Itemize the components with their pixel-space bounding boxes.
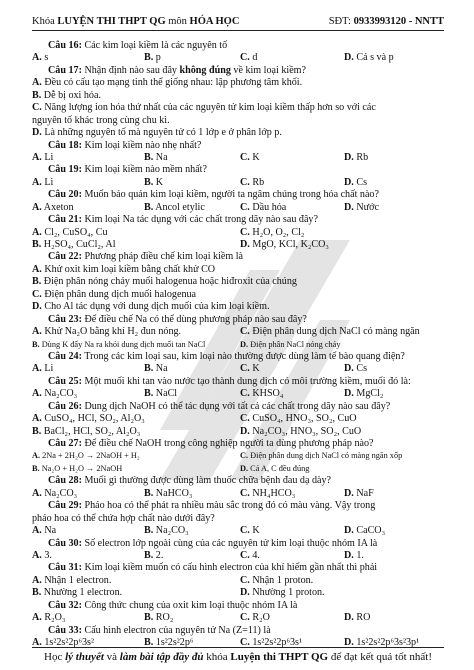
text-line [32, 488, 446, 500]
question-text: Một muối khi tan vào nước tạo thành dung dịch có môi trường kiềm, muối đó là: [84, 375, 411, 387]
option-letter: B. [144, 176, 154, 188]
question-number: Câu 17: [48, 64, 82, 76]
option-text: R₂O₃ [44, 612, 66, 624]
answer-option[interactable] [344, 550, 364, 562]
option-letter: A. [32, 363, 42, 375]
option-letter: D. [240, 463, 249, 473]
option-letter: C. [240, 637, 250, 648]
option-text: Na₂O + H₂O → 2NaOH [41, 463, 123, 473]
question-text: Pháo hoa có thể phát ra nhiều màu sắc trong đó có màu vàng. Vậy trong [84, 500, 376, 512]
option-text: s [44, 52, 49, 64]
text-line [32, 239, 446, 251]
answer-option[interactable] [344, 152, 368, 164]
answer-option[interactable] [144, 202, 205, 214]
answer-option[interactable] [32, 450, 140, 462]
option-text: MgCl₂ [356, 388, 384, 400]
option-letter: D. [344, 549, 354, 561]
text-line [32, 177, 446, 189]
answer-option[interactable] [32, 587, 122, 599]
option-text: MgO, KCl, K₂CO₃ [252, 239, 329, 250]
question-number: Câu 24: [48, 350, 82, 362]
option-letter: C. [240, 52, 250, 64]
question-stem [32, 140, 446, 152]
answer-option-full[interactable] [32, 90, 446, 102]
question-number: Câu 16: [48, 40, 82, 51]
answer-option[interactable] [32, 177, 53, 189]
option-text: CuSO₄, HNO₃, SO₂, CuO [252, 413, 357, 425]
answer-option[interactable] [32, 326, 181, 338]
question-text: Muốn bảo quản kim loại kiềm, người ta ngâm chúng trong hóa chất nào? [84, 189, 379, 201]
option-text: 2. [155, 549, 164, 561]
option-letter: C. [240, 151, 250, 163]
answer-option[interactable] [32, 152, 53, 164]
question-stem [32, 251, 446, 263]
option-text: Điện phân dung dịch NaCl có màng ngăn xốp [250, 451, 403, 461]
answer-option[interactable] [32, 550, 52, 562]
question-stem [32, 376, 446, 388]
answer-option[interactable] [144, 612, 173, 624]
question-number: Câu 28: [48, 475, 82, 487]
option-text: d [252, 52, 258, 64]
option-text: Na₂CO₃ [44, 487, 78, 499]
option-text: Rb [356, 151, 369, 163]
option-letter: D. [240, 425, 250, 437]
answer-option-full[interactable] [32, 276, 446, 288]
answer-option-full[interactable] [32, 289, 446, 301]
text-line [32, 227, 446, 239]
answer-option[interactable] [32, 239, 116, 251]
option-text: Dễ bị oxi hóa. [43, 89, 101, 101]
option-text: Dùng K đẩy Na ra khỏi dung dịch muối tan NaCl [41, 339, 206, 349]
option-letter: B. [144, 612, 154, 624]
option-text: Nước [356, 201, 379, 213]
answer-option[interactable] [32, 388, 77, 400]
answer-option[interactable] [240, 52, 257, 64]
question-number: Câu 25: [48, 375, 82, 387]
answer-option[interactable] [240, 525, 260, 537]
answer-option-full[interactable] [32, 127, 446, 139]
option-letter: B. [144, 151, 154, 163]
answer-option[interactable] [344, 488, 374, 500]
option-text: Na₂CO₃ [155, 525, 189, 537]
question-stem [32, 625, 446, 637]
option-text: Dầu hỏa [252, 201, 287, 213]
text: nguyên tố khác trong cùng chu kì. [32, 114, 170, 126]
text-line [32, 52, 446, 64]
question-text: Kim loại kiềm nào nhẹ nhất? [84, 139, 202, 151]
option-letter: D. [344, 487, 354, 499]
option-text: CuSO₄, HCl, SO₂, Al₂O₃ [44, 413, 145, 425]
question-text: Số electron lớp ngoài cùng của các nguyên tử kim loại thuộc nhóm IA là [84, 537, 378, 549]
option-letter: B. [144, 201, 154, 213]
option-letter: C. [240, 413, 250, 425]
answer-option[interactable] [344, 525, 385, 537]
option-letter: B. [32, 463, 40, 473]
option-letter: A. [32, 226, 42, 238]
page-header [32, 14, 444, 31]
header-phone: SĐT: 0933993120 - NNTT [328, 16, 444, 27]
answer-option-full[interactable] [32, 102, 446, 114]
option-letter: B. [32, 239, 42, 250]
option-letter: C. [240, 363, 250, 375]
answer-option[interactable] [240, 575, 313, 587]
answer-option[interactable] [240, 488, 295, 500]
answer-option[interactable] [144, 488, 192, 500]
option-text: Điện phân dung dịch NaCl có màng ngăn [252, 326, 420, 338]
text: pháo hoa có thể chứa hợp chất nào dưới đây? [32, 512, 215, 524]
answer-option[interactable] [32, 575, 111, 587]
question-list [32, 40, 446, 649]
answer-option-full[interactable] [32, 264, 446, 276]
option-letter: B. [32, 339, 40, 349]
option-letter: D. [240, 339, 249, 349]
option-text: Li [44, 151, 54, 163]
answer-option[interactable] [344, 388, 383, 400]
question-stem [32, 500, 446, 512]
question-text: Kim loại kiềm muốn có cấu hình electron của khí hiếm gần nhất thì phải [84, 562, 378, 574]
option-letter: A. [32, 388, 42, 400]
question-text: Kim loại Na tác dụng với các chất trong dãy nào sau đây? [84, 214, 318, 226]
answer-option[interactable] [240, 587, 325, 599]
question-stem [32, 214, 446, 226]
option-letter: D. [240, 239, 250, 250]
option-letter: B. [32, 425, 42, 437]
option-letter: D. [32, 301, 42, 313]
question-number: Câu 23: [48, 313, 82, 325]
option-letter: D. [32, 127, 42, 139]
answer-option[interactable] [144, 388, 177, 400]
answer-option[interactable] [240, 463, 309, 475]
option-text: 1s²2s²2p⁶ [155, 637, 194, 648]
option-text: 1s²2s²2p⁶3s¹ [252, 637, 302, 648]
option-letter: C. [240, 574, 250, 586]
answer-option[interactable] [32, 413, 145, 425]
option-letter: D. [240, 587, 250, 599]
option-text: Là những nguyên tố mà nguyên tử có 1 lớp e ở phân lớp p. [44, 127, 282, 139]
option-letter: A. [32, 176, 42, 188]
text-line [32, 550, 446, 562]
answer-option[interactable] [144, 52, 161, 64]
option-text: Ancol etylic [155, 201, 205, 213]
answer-option[interactable] [32, 612, 65, 624]
option-letter: D. [344, 363, 354, 375]
text-line [32, 363, 446, 375]
option-letter: C. [240, 176, 250, 188]
option-letter: C. [240, 388, 250, 400]
text-line [32, 587, 446, 599]
option-text: K [252, 363, 260, 375]
text-line [32, 525, 446, 537]
answer-option[interactable] [144, 152, 168, 164]
option-letter: C. [240, 612, 250, 624]
option-text: Điện phân NaCl nóng chảy [250, 339, 341, 349]
answer-option[interactable] [32, 363, 53, 375]
text-line [32, 426, 446, 438]
answer-option[interactable] [240, 152, 260, 164]
option-letter: A. [32, 451, 41, 461]
text-line [32, 413, 446, 425]
option-text: Axeton [43, 201, 74, 213]
answer-option[interactable] [344, 177, 367, 189]
option-letter: C. [240, 549, 250, 561]
option-text: H₂SO₄, CuCl₂, Al [43, 239, 116, 250]
answer-option[interactable] [240, 450, 402, 462]
question-stem [32, 475, 446, 487]
option-text: Khử Na₂O bằng khí H₂ đun nóng. [44, 326, 182, 338]
option-letter: C. [240, 226, 250, 238]
option-letter: D. [344, 388, 354, 400]
answer-option[interactable] [144, 177, 163, 189]
question-text: Dung dịch NaOH có thể tác dụng với tất cả các chất trong dãy nào sau đây? [84, 400, 391, 412]
option-text: p [155, 52, 161, 64]
option-letter: D. [344, 201, 354, 213]
option-letter: C. [32, 102, 42, 114]
answer-option[interactable] [32, 488, 77, 500]
option-text: KHSO₄ [252, 388, 284, 400]
answer-option[interactable] [32, 52, 48, 64]
answer-option[interactable] [32, 202, 74, 214]
option-letter: A. [32, 525, 42, 537]
option-text: Na₂CO₃ [44, 388, 78, 400]
option-letter: A. [32, 637, 42, 648]
option-text: Đều có cấu tạo mạng tinh thể giống nhau: lập phương tâm khối. [44, 77, 303, 89]
option-text: NaF [356, 487, 374, 499]
question-number: Câu 32: [48, 599, 82, 611]
question-text: Trong các kim loại sau, kim loại nào thường được dùng làm tế bào quang điện? [84, 350, 405, 362]
option-text: Cả s và p [356, 52, 394, 64]
option-letter: B. [144, 363, 154, 375]
text-line [32, 326, 446, 338]
option-text: RO [356, 612, 371, 624]
option-text: Cs [356, 363, 368, 375]
question-text: Kim loại kiềm nào mềm nhất? [84, 164, 207, 176]
question-number: Câu 18: [48, 139, 82, 151]
option-text: Na [155, 151, 168, 163]
option-letter: A. [32, 52, 42, 64]
option-text: K [252, 525, 260, 537]
option-letter: B. [144, 487, 154, 499]
answer-option[interactable] [344, 52, 394, 64]
header-course: Khóa LUYỆN THI THPT QG môn HÓA HỌC [32, 16, 240, 27]
answer-option[interactable] [240, 612, 270, 624]
option-text: BaCl₂, HCl, SO₂, Al₂O₃ [43, 425, 141, 437]
option-text: 2Na + 2H₂O → 2NaOH + H₂ [42, 451, 140, 461]
text-line [32, 450, 446, 462]
answer-option[interactable] [240, 426, 361, 438]
option-letter: B. [32, 89, 42, 101]
question-stem [32, 600, 446, 612]
question-text: Nhận định nào sau đây [84, 64, 177, 76]
option-letter: D. [344, 52, 354, 64]
option-letter: B. [32, 587, 42, 599]
question-stem [32, 538, 446, 550]
option-text: 1s²2s²2p⁶3s²3p¹ [356, 637, 420, 648]
option-text: NaHCO₃ [155, 487, 193, 499]
option-text: NH₄HCO₃ [252, 487, 296, 499]
answer-option[interactable] [240, 202, 286, 214]
question-number: Câu 33: [48, 624, 82, 636]
option-text: Li [44, 176, 54, 188]
option-text: Cho Al tác dụng với dung dịch muối của kim loại kiềm. [44, 301, 270, 313]
option-letter: B. [144, 525, 154, 537]
question-number: Câu 26: [48, 400, 82, 412]
answer-option-full[interactable] [32, 77, 446, 89]
question-emphasis: không đúng [179, 64, 231, 76]
question-number: Câu 20: [48, 189, 82, 201]
option-text: Điện phân dung dịch muối halogenua [44, 288, 197, 300]
answer-option[interactable] [144, 363, 168, 375]
answer-option[interactable] [32, 426, 140, 438]
option-letter: D. [344, 151, 354, 163]
option-text: Rb [252, 176, 265, 188]
option-text: CaCO₃ [356, 525, 386, 537]
question-text: Muối gì thường được dùng làm thuốc chữa bệnh đau dạ dày? [84, 475, 332, 487]
option-letter: D. [344, 176, 354, 188]
question-text: Cấu hình electron của nguyên tử Na (Z=11) là [84, 624, 271, 636]
option-letter: C. [240, 451, 249, 461]
answer-option[interactable] [240, 227, 304, 239]
question-text: Công thức chung của oxit kim loại thuộc nhóm IA là [84, 599, 298, 611]
text-line [32, 202, 446, 214]
answer-option[interactable] [32, 227, 108, 239]
answer-option[interactable] [240, 363, 260, 375]
option-letter: A. [32, 77, 42, 89]
option-letter: C. [240, 487, 250, 499]
option-letter: A. [32, 326, 42, 338]
question-number: Câu 29: [48, 500, 82, 512]
question-stem [32, 164, 446, 176]
answer-option[interactable] [144, 550, 163, 562]
question-text: Phương pháp điều chế kim loại kiềm là [84, 251, 244, 263]
text-line [32, 339, 446, 351]
option-text: Li [44, 363, 54, 375]
option-text: Nhận 1 electron. [44, 574, 112, 586]
answer-option[interactable] [240, 239, 329, 251]
question-stem [32, 401, 446, 413]
option-letter: B. [144, 637, 154, 648]
option-letter: A. [32, 612, 42, 624]
option-text: Cl₂, CuSO₄, Cu [44, 226, 108, 238]
answer-option[interactable] [344, 612, 370, 624]
text-line [32, 575, 446, 587]
option-letter: B. [144, 388, 154, 400]
page-footer: Học lý thuyết và làm bài tập đầy đủ khóa Luyện thi THPT QG để đạt kết quả tốt nhất! [32, 647, 444, 663]
answer-option[interactable] [32, 463, 122, 475]
option-letter: A. [32, 263, 42, 275]
answer-option[interactable] [32, 525, 56, 537]
option-text: R₂O [252, 612, 270, 624]
question-stem [32, 40, 446, 52]
option-text: Nhường 1 proton. [252, 587, 325, 599]
question-number: Câu 22: [48, 251, 82, 263]
option-text: RO₂ [155, 612, 174, 624]
question-text: Để điều chế Na có thể dùng phương pháp nào sau đây? [84, 313, 307, 325]
question-stem [32, 65, 446, 77]
option-text: NaCl [155, 388, 178, 400]
answer-option[interactable] [240, 388, 283, 400]
option-text: Na [44, 525, 57, 537]
option-text: Cả A, C đều đúng [250, 463, 310, 473]
continuation-text [32, 513, 446, 525]
answer-option[interactable] [240, 177, 264, 189]
option-letter: A. [32, 201, 42, 213]
continuation-text [32, 115, 446, 127]
option-text: Nhận 1 proton. [252, 574, 314, 586]
answer-option[interactable] [144, 525, 189, 537]
question-stem [32, 438, 446, 450]
text-line [32, 388, 446, 400]
question-text: Để điều chế NaOH trong công nghiệp người ta dùng phương pháp nào? [84, 438, 374, 449]
option-letter: C. [240, 326, 250, 338]
option-letter: A. [32, 413, 42, 425]
option-text: Nhường 1 electron. [43, 587, 123, 599]
text-line [32, 612, 446, 624]
answer-option[interactable] [240, 326, 420, 338]
text-line [32, 463, 446, 475]
answer-option-full[interactable] [32, 301, 446, 313]
option-letter: A. [32, 487, 42, 499]
question-number: Câu 30: [48, 537, 82, 549]
option-letter: D. [344, 612, 354, 624]
option-letter: D. [344, 637, 354, 648]
answer-option[interactable] [32, 339, 205, 351]
option-letter: B. [32, 276, 42, 288]
option-text: Điện phân nóng chảy muối halogenua hoặc hiđroxit của chúng [43, 276, 297, 288]
option-letter: B. [144, 52, 154, 64]
option-letter: C. [32, 288, 42, 300]
option-text: 1s²2s²2p⁶3s² [44, 637, 94, 648]
answer-option[interactable] [240, 550, 260, 562]
option-text: 1. [356, 549, 364, 561]
answer-option[interactable] [240, 339, 340, 351]
option-letter: A. [32, 574, 42, 586]
question-stem [32, 351, 446, 363]
option-letter: A. [32, 151, 42, 163]
question-number: Câu 31: [48, 562, 82, 574]
answer-option[interactable] [240, 413, 357, 425]
question-number: Câu 19: [48, 164, 82, 176]
option-text: K [155, 176, 164, 188]
option-letter: C. [240, 525, 250, 537]
question-text-tail: về kim loại kiềm? [233, 64, 307, 76]
question-text: Các kim loại kiềm là các nguyên tố [84, 40, 228, 51]
question-number: Câu 21: [48, 214, 82, 226]
question-stem [32, 189, 446, 201]
option-text: Na [155, 363, 168, 375]
question-stem [32, 314, 446, 326]
option-text: Na₂CO₃, HNO₃, SO₂, CuO [252, 425, 362, 437]
question-number: Câu 27: [48, 438, 82, 449]
option-text: Cs [356, 176, 368, 188]
option-text: 3. [44, 549, 52, 561]
answer-option[interactable] [344, 202, 379, 214]
option-text: Khử oxit kim loại kiềm bằng chất khử CO [44, 263, 216, 275]
question-stem [32, 562, 446, 574]
text-line [32, 152, 446, 164]
option-text: Năng lượng ion hóa thứ nhất của các nguyên tử kim loại kiềm thấp hơn so với các [44, 102, 376, 114]
option-letter: C. [240, 201, 250, 213]
option-text: 4. [252, 549, 260, 561]
option-text: K [252, 151, 260, 163]
option-letter: A. [32, 549, 42, 561]
answer-option[interactable] [344, 363, 367, 375]
option-letter: D. [344, 525, 354, 537]
option-letter: B. [144, 549, 154, 561]
option-text: H₂O, O₂, Cl₂ [252, 226, 305, 238]
